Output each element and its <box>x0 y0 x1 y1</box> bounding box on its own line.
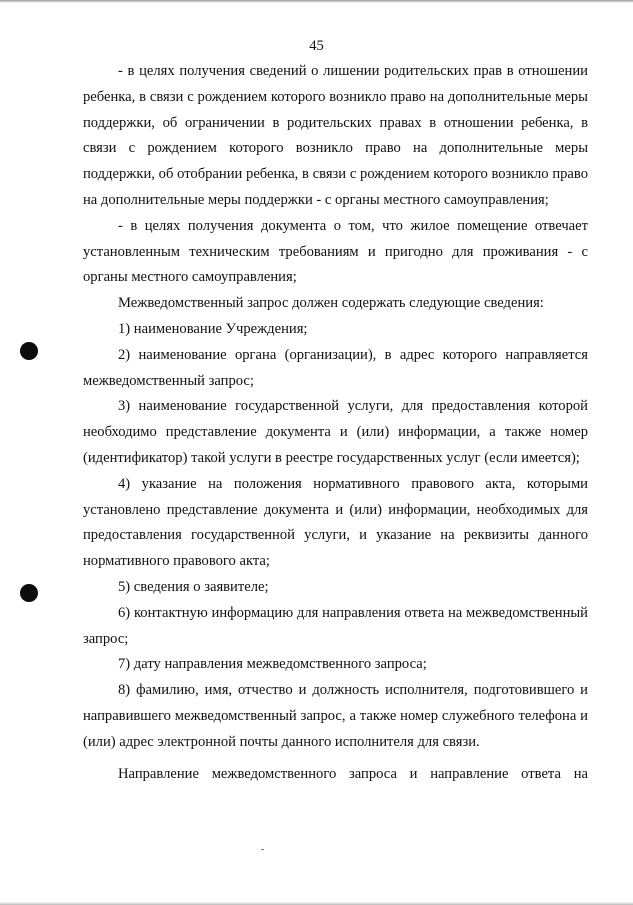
paragraph-request-contents-intro: Межведомственный запрос должен содержать следующие сведения: <box>118 295 544 312</box>
list-item-8: 8) фамилию, имя, отчество и должность исполнителя, подготовившего и направившего межведомственный запрос, а также номер служебного телефона и (или) адрес электронной почты данного исполнителя для связи. <box>83 682 588 750</box>
page-number: 45 <box>309 38 324 54</box>
list-item-7: 7) дату направления межведомственного запроса; <box>118 656 427 673</box>
document-body <box>83 59 588 787</box>
paragraph-housing-request: - в целях получения документа о том, что жилое помещение отвечает установленным техническим требованиям и пригодно для проживания - с органы местного самоуправления; <box>83 217 588 286</box>
paragraph-request-direction: Направление межведомственного запроса и направление ответа на <box>118 765 588 782</box>
paragraph-parental-rights-request: - в целях получения сведений о лишении родительских прав в отношении ребенка, в связи с рождением которого возникло право на дополнительные меры поддержки, об ограничении в родительских правах в отношении ребенка, в связи с рождением которого возникло право на дополнительные меры поддержки, об отобрании ребенка, в связи с рождением которого возникло право на дополнительные меры поддержки - с органы местного самоуправления; <box>83 63 588 208</box>
scan-speck <box>261 849 264 850</box>
list-item-6: 6) контактную информацию для направления ответа на межведомственный запрос; <box>83 604 588 647</box>
list-item-5: 5) сведения о заявителе; <box>118 578 269 595</box>
list-item-4: 4) указание на положения нормативного правового акта, которыми установлено представление документа и (или) информации, необходимых для предоставления государственной услуги, и указание на реквизиты данного нормативного правового акта; <box>83 475 588 570</box>
list-item-2: 2) наименование органа (организации), в адрес которого направляется межведомственный запрос; <box>83 346 588 389</box>
hole-punch-mark-upper <box>20 342 38 360</box>
hole-punch-mark-lower <box>20 584 38 602</box>
list-item-3: 3) наименование государственной услуги, для предоставления которой необходимо представление документа и (или) информации, а также номер (идентификатор) такой услуги в реестре государственных услуг (если имеется); <box>83 398 588 466</box>
scan-top-edge <box>0 0 633 3</box>
list-item-1: 1) наименование Учреждения; <box>118 320 308 337</box>
